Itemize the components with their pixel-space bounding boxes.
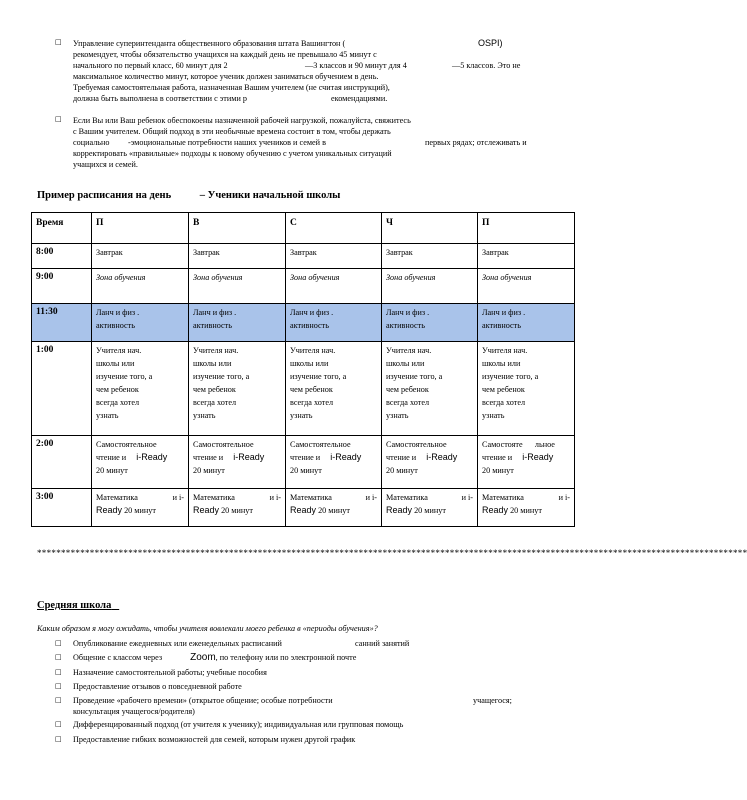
bullet-icon: □ <box>55 735 62 743</box>
table-cell <box>92 489 189 527</box>
intro-text: учащихся и семей. <box>73 160 138 169</box>
table-cell <box>92 436 189 489</box>
cell-line: школы или <box>96 359 135 368</box>
bullet-icon: □ <box>55 682 62 690</box>
cell-line: и i- <box>172 493 184 502</box>
list-item-text: санний занятий <box>355 639 410 648</box>
table-cell <box>382 342 478 436</box>
bullet-icon: □ <box>55 668 62 676</box>
intro-text: с Вашим учителем. Общий подход в эти необычные времена состоит в том, чтобы держать <box>73 127 391 136</box>
intro-text: —5 классов. Это не <box>452 61 521 70</box>
cell-line: чтение и <box>96 453 127 462</box>
intro-text: Требуемая самостоятельная работа, назначенная Вашим учителем (не считая инструкций), <box>73 83 390 92</box>
ready-label: Ready <box>386 505 413 515</box>
iready-label: i-Ready <box>330 452 362 462</box>
cell-line: чтение и <box>386 453 417 462</box>
intro-bullet-2 <box>73 115 527 170</box>
cell-line: чем ребенок <box>290 385 333 394</box>
list-item-text: , по телефону или по электронной почте <box>215 653 357 662</box>
table-row <box>32 489 575 527</box>
zoom-label: Zoom <box>190 652 216 663</box>
cell-line: узнать <box>193 411 216 420</box>
cell-line: чтение и <box>290 453 321 462</box>
cell-line: Ланч и физ . <box>290 308 334 317</box>
cell-line: изучение того, а <box>193 372 250 381</box>
cell-line: 20 минут <box>318 506 350 515</box>
intro-text: корректировать «правильные» подходы к новому обучению с учетом уникальных ситуаций <box>73 149 392 158</box>
cell-line: всегда хотел <box>290 398 334 407</box>
bullet-icon: □ <box>55 653 62 661</box>
middle-school-title <box>37 600 119 611</box>
list-item-text: Опубликование ежедневных или еженедельных расписаний <box>73 639 282 648</box>
cell-line: школы или <box>482 359 521 368</box>
time-cell: 2:00 <box>32 436 92 489</box>
intro-text: социально <box>73 138 110 147</box>
cell-line: 20 минут <box>96 466 128 475</box>
cell-line: 20 минут <box>414 506 446 515</box>
cell-line: Самостоятельное <box>193 440 254 449</box>
bullet-icon: □ <box>55 38 62 46</box>
cell-line: активность <box>482 321 521 330</box>
list-item-text: консультация учащегося/родителя) <box>73 707 195 716</box>
table-cell <box>189 489 286 527</box>
header-mon: П <box>92 213 189 244</box>
cell-line: и i- <box>558 493 570 502</box>
bullet-icon: □ <box>55 720 62 728</box>
intro-text: екомендациями. <box>331 94 388 103</box>
cell-line: чем ребенок <box>386 385 429 394</box>
cell-line: и i- <box>461 493 473 502</box>
cell-line: Самостояте льное <box>482 440 555 449</box>
cell-line: узнать <box>290 411 313 420</box>
schedule-title <box>37 190 340 201</box>
table-cell <box>286 436 382 489</box>
cell-line: изучение того, а <box>290 372 347 381</box>
table-cell: Завтрак <box>478 244 575 269</box>
table-cell: Завтрак <box>382 244 478 269</box>
iready-label: i-Ready <box>136 452 168 462</box>
time-cell: 9:00 <box>32 269 92 304</box>
cell-line: Ланч и физ . <box>193 308 237 317</box>
intro-bullet-1 <box>73 38 521 104</box>
list-item-text: Назначение самостоятельной работы; учебные пособия <box>73 668 267 677</box>
table-cell <box>478 436 575 489</box>
intro-text: -эмоциональные потребности наших учеников и семей в <box>128 138 326 147</box>
cell-line: 20 минут <box>386 466 418 475</box>
table-cell <box>478 489 575 527</box>
list-item-text: Предоставление отзывов о повседневной работе <box>73 682 242 691</box>
cell-line: активность <box>96 321 135 330</box>
cell-line: всегда хотел <box>386 398 430 407</box>
cell-line: Учителя нач. <box>290 346 336 355</box>
cell-line: узнать <box>482 411 505 420</box>
cell-line: и i- <box>269 493 281 502</box>
middle-school-title-text: Средняя школа <box>37 600 112 611</box>
intro-text: рекомендует, чтобы обязательство учащихся на каждый день не превышало 45 минут с <box>73 50 377 59</box>
cell-line: активность <box>290 321 329 330</box>
table-cell <box>478 304 575 342</box>
cell-line: изучение того, а <box>482 372 539 381</box>
list-item-text: Дифференцированный подход (от учителя к ученику); индивидуальная или групповая помощь <box>73 720 404 729</box>
cell-line: Учителя нач. <box>386 346 432 355</box>
cell-line: чтение и <box>482 453 513 462</box>
middle-school-question: Каким образом я могу ожидать, чтобы учителя вовлекали моего ребенка в «периоды обучения»? <box>37 624 378 633</box>
cell-line: школы или <box>290 359 329 368</box>
cell-line: Математика <box>193 493 235 502</box>
iready-label: i-Ready <box>426 452 458 462</box>
cell-line: и i- <box>365 493 377 502</box>
cell-line: изучение того, а <box>96 372 153 381</box>
intro-text: начального по первый класс, 60 минут для 2 <box>73 61 228 70</box>
cell-line: чем ребенок <box>96 385 139 394</box>
table-row <box>32 304 575 342</box>
cell-line: Учителя нач. <box>482 346 528 355</box>
table-cell: Завтрак <box>286 244 382 269</box>
cell-line: изучение того, а <box>386 372 443 381</box>
time-cell: 8:00 <box>32 244 92 269</box>
table-cell: Зона обучения <box>189 269 286 304</box>
schedule-title-main: Пример расписания на день <box>37 190 172 201</box>
cell-line: 20 минут <box>124 506 156 515</box>
bullet-icon: □ <box>55 115 62 123</box>
cell-line: Математика <box>482 493 524 502</box>
table-cell: Завтрак <box>189 244 286 269</box>
ready-label: Ready <box>193 505 220 515</box>
table-cell: Зона обучения <box>478 269 575 304</box>
time-cell: 3:00 <box>32 489 92 527</box>
cell-line: активность <box>193 321 232 330</box>
list-item-text: Общение с классом через <box>73 653 163 662</box>
ready-label: Ready <box>96 505 123 515</box>
cell-line: 20 минут <box>482 466 514 475</box>
cell-line: чем ребенок <box>193 385 236 394</box>
intro-text: должна быть выполнена в соответствии с этими р <box>73 94 247 103</box>
table-cell <box>382 489 478 527</box>
ospi-label: OSPI) <box>478 38 503 48</box>
cell-line: всегда хотел <box>193 398 237 407</box>
list-item-text: Предоставление гибких возможностей для семей, которым нужен другой график <box>73 735 356 744</box>
table-cell <box>382 304 478 342</box>
table-row <box>32 436 575 489</box>
intro-text: Управление суперинтенданта общественного образования штата Вашингтон ( <box>73 39 346 48</box>
table-header-row <box>32 213 575 244</box>
header-time: Время <box>32 213 92 244</box>
ready-label: Ready <box>290 505 317 515</box>
table-row <box>32 342 575 436</box>
header-tue: В <box>189 213 286 244</box>
list-item-text: учащегося; <box>473 696 512 705</box>
cell-line: узнать <box>386 411 409 420</box>
cell-line: 20 минут <box>221 506 253 515</box>
cell-line: Самостоятельное <box>96 440 157 449</box>
table-cell: Зона обучения <box>286 269 382 304</box>
cell-line: Учителя нач. <box>96 346 142 355</box>
iready-label: i-Ready <box>233 452 265 462</box>
cell-line: Ланч и физ . <box>386 308 430 317</box>
cell-line: Ланч и физ . <box>96 308 140 317</box>
bullet-icon: □ <box>55 696 62 704</box>
asterisk-separator: **************************************************************************************************************************************************** <box>37 548 747 558</box>
table-row <box>32 269 575 304</box>
cell-line: школы или <box>386 359 425 368</box>
intro-text: Если Вы или Ваш ребенок обеспокоены назначенной рабочей нагрузкой, пожалуйста, свяжитесь <box>73 116 411 125</box>
cell-line: активность <box>386 321 425 330</box>
cell-line: 20 минут <box>193 466 225 475</box>
table-cell <box>382 436 478 489</box>
cell-line: чем ребенок <box>482 385 525 394</box>
bullet-icon: □ <box>55 639 62 647</box>
table-cell <box>189 436 286 489</box>
table-cell: Зона обучения <box>382 269 478 304</box>
cell-line: Математика <box>290 493 332 502</box>
cell-line: Математика <box>386 493 428 502</box>
table-cell <box>478 342 575 436</box>
cell-line: Ланч и физ . <box>482 308 526 317</box>
table-cell <box>92 304 189 342</box>
cell-line: узнать <box>96 411 119 420</box>
table-cell <box>189 304 286 342</box>
table-cell: Завтрак <box>92 244 189 269</box>
time-cell: 1:00 <box>32 342 92 436</box>
list-item-text: Проведение «рабочего времени» (открытое общение; особые потребности <box>73 696 333 705</box>
intro-text: первых рядах; отслеживать и <box>425 138 527 147</box>
cell-line: 20 минут <box>290 466 322 475</box>
intro-text: —3 классов и 90 минут для 4 <box>305 61 407 70</box>
cell-line: школы или <box>193 359 232 368</box>
table-row <box>32 244 575 269</box>
header-wed: С <box>286 213 382 244</box>
cell-line: 20 минут <box>510 506 542 515</box>
schedule-title-sub: – Ученики начальной школы <box>199 190 341 201</box>
intro-text: максимальное количество минут, которое ученик должен заниматься обучением в день. <box>73 72 379 81</box>
table-cell <box>286 342 382 436</box>
table-cell <box>286 304 382 342</box>
cell-line: Учителя нач. <box>193 346 239 355</box>
time-cell: 11:30 <box>32 304 92 342</box>
table-cell: Зона обучения <box>92 269 189 304</box>
schedule-table <box>31 212 575 527</box>
cell-line: всегда хотел <box>96 398 140 407</box>
ready-label: Ready <box>482 505 509 515</box>
cell-line: Самостоятельное <box>386 440 447 449</box>
cell-line: Самостоятельное <box>290 440 351 449</box>
table-cell <box>189 342 286 436</box>
table-cell <box>286 489 382 527</box>
header-thu: Ч <box>382 213 478 244</box>
header-fri: П <box>478 213 575 244</box>
iready-label: i-Ready <box>522 452 554 462</box>
cell-line: всегда хотел <box>482 398 526 407</box>
cell-line: чтение и <box>193 453 224 462</box>
cell-line: Математика <box>96 493 138 502</box>
table-cell <box>92 342 189 436</box>
